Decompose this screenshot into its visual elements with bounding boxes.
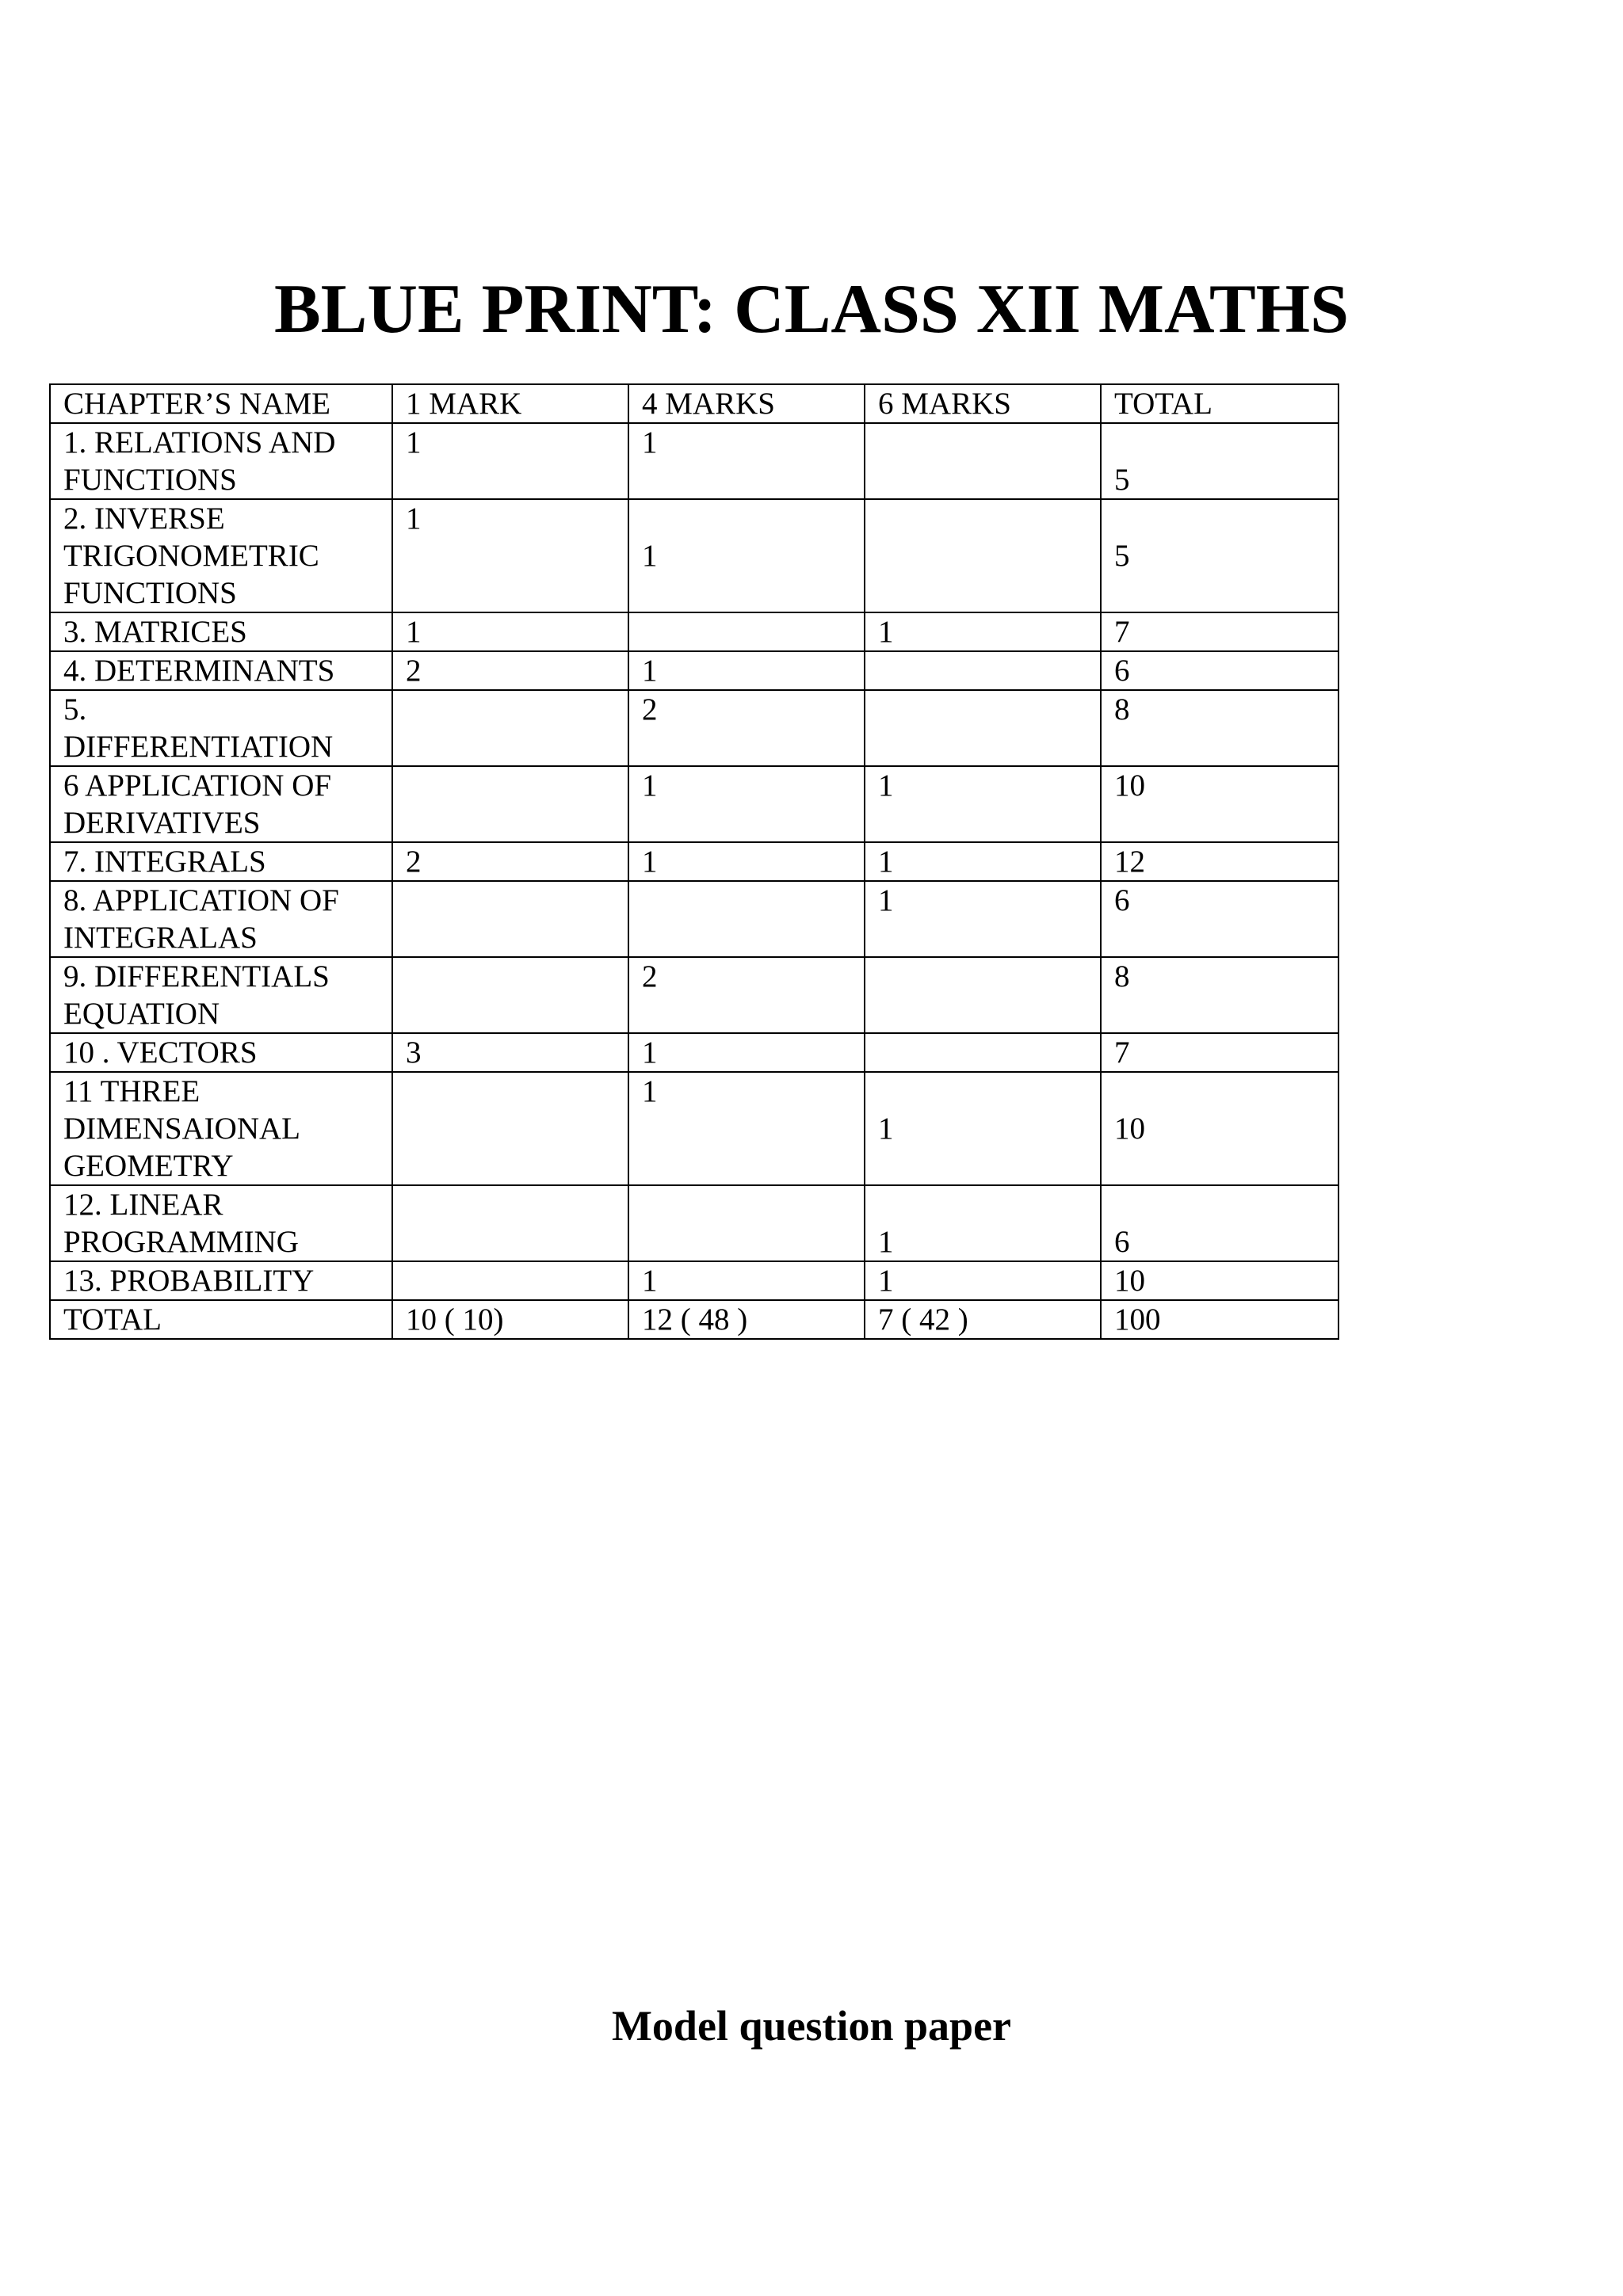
header-4-marks: 4 MARKS	[628, 384, 865, 423]
four-marks-cell: 1	[628, 499, 865, 612]
page-title: BLUE PRINT: CLASS XII MATHS	[273, 271, 1350, 348]
six-marks-cell	[865, 423, 1101, 499]
header-6-marks: 6 MARKS	[865, 384, 1101, 423]
chapter-name-cell: 10 . VECTORS	[50, 1033, 392, 1072]
six-marks-cell: 1	[865, 1261, 1101, 1300]
total-cell: 7	[1101, 612, 1338, 651]
four-marks-cell: 2	[628, 690, 865, 766]
chapter-name-cell: 1. RELATIONS AND FUNCTIONS	[50, 423, 392, 499]
blueprint-table	[49, 383, 1339, 1340]
chapter-name-cell: 2. INVERSE TRIGONOMETRIC FUNCTIONS	[50, 499, 392, 612]
chapter-name-cell: 4. DETERMINANTS	[50, 651, 392, 690]
six-marks-cell: 1	[865, 1185, 1101, 1261]
six-marks-cell: 1	[865, 881, 1101, 957]
chapter-name-cell: 8. APPLICATION OF INTEGRALAS	[50, 881, 392, 957]
table-row	[50, 1261, 1338, 1300]
six-marks-cell: 1	[865, 612, 1101, 651]
model-question-paper-heading: Model question paper	[611, 2002, 1012, 2050]
one-mark-cell	[392, 690, 628, 766]
one-mark-cell	[392, 1185, 628, 1261]
total-cell: 6	[1101, 881, 1338, 957]
four-marks-cell: 1	[628, 766, 865, 842]
total-cell: 10	[1101, 766, 1338, 842]
six-marks-cell	[865, 1033, 1101, 1072]
six-marks-cell: 1	[865, 766, 1101, 842]
total-cell: 7	[1101, 1033, 1338, 1072]
header-1-mark: 1 MARK	[392, 384, 628, 423]
one-mark-cell: 1	[392, 612, 628, 651]
chapter-name-cell: 11 THREE DIMENSAIONAL GEOMETRY	[50, 1072, 392, 1185]
four-marks-cell: 1	[628, 651, 865, 690]
four-marks-cell: 2	[628, 957, 865, 1033]
one-mark-cell	[392, 1261, 628, 1300]
table-total-row	[50, 1300, 1338, 1339]
one-mark-cell	[392, 766, 628, 842]
total-cell: 12	[1101, 842, 1338, 881]
table-row	[50, 881, 1338, 957]
header-total: TOTAL	[1101, 384, 1338, 423]
six-marks-cell: 1	[865, 842, 1101, 881]
total-cell: 6	[1101, 1185, 1338, 1261]
six-marks-cell	[865, 690, 1101, 766]
table-row	[50, 1072, 1338, 1185]
one-mark-cell: 2	[392, 842, 628, 881]
total-cell: 8	[1101, 690, 1338, 766]
four-marks-cell: 12 ( 48 )	[628, 1300, 865, 1339]
total-cell: 5	[1101, 499, 1338, 612]
four-marks-cell: 1	[628, 1261, 865, 1300]
one-mark-cell: 1	[392, 499, 628, 612]
one-mark-cell	[392, 881, 628, 957]
one-mark-cell: 1	[392, 423, 628, 499]
table-row	[50, 842, 1338, 881]
total-cell: 100	[1101, 1300, 1338, 1339]
four-marks-cell	[628, 1185, 865, 1261]
table-header-row	[50, 384, 1338, 423]
four-marks-cell: 1	[628, 423, 865, 499]
total-cell: 6	[1101, 651, 1338, 690]
one-mark-cell: 3	[392, 1033, 628, 1072]
total-cell: 8	[1101, 957, 1338, 1033]
four-marks-cell: 1	[628, 1072, 865, 1185]
table-body	[50, 423, 1338, 1339]
six-marks-cell: 1	[865, 1072, 1101, 1185]
table-row	[50, 1033, 1338, 1072]
chapter-name-cell: 6 APPLICATION OF DERIVATIVES	[50, 766, 392, 842]
four-marks-cell: 1	[628, 1033, 865, 1072]
six-marks-cell	[865, 651, 1101, 690]
six-marks-cell	[865, 957, 1101, 1033]
total-cell: 10	[1101, 1261, 1338, 1300]
four-marks-cell: 1	[628, 842, 865, 881]
table-row	[50, 957, 1338, 1033]
six-marks-cell	[865, 499, 1101, 612]
chapter-name-cell: 5. DIFFERENTIATION	[50, 690, 392, 766]
chapter-name-cell: 9. DIFFERENTIALS EQUATION	[50, 957, 392, 1033]
table-row	[50, 499, 1338, 612]
table-row	[50, 766, 1338, 842]
six-marks-cell: 7 ( 42 )	[865, 1300, 1101, 1339]
table-row	[50, 651, 1338, 690]
table-row	[50, 1185, 1338, 1261]
four-marks-cell	[628, 881, 865, 957]
chapter-name-cell: TOTAL	[50, 1300, 392, 1339]
header-chapter-name: CHAPTER’S NAME	[50, 384, 392, 423]
chapter-name-cell: 12. LINEAR PROGRAMMING	[50, 1185, 392, 1261]
total-cell: 10	[1101, 1072, 1338, 1185]
one-mark-cell	[392, 1072, 628, 1185]
one-mark-cell	[392, 957, 628, 1033]
table-row	[50, 690, 1338, 766]
one-mark-cell: 10 ( 10)	[392, 1300, 628, 1339]
table-row	[50, 423, 1338, 499]
one-mark-cell: 2	[392, 651, 628, 690]
chapter-name-cell: 3. MATRICES	[50, 612, 392, 651]
total-cell: 5	[1101, 423, 1338, 499]
four-marks-cell	[628, 612, 865, 651]
table-row	[50, 612, 1338, 651]
chapter-name-cell: 7. INTEGRALS	[50, 842, 392, 881]
chapter-name-cell: 13. PROBABILITY	[50, 1261, 392, 1300]
